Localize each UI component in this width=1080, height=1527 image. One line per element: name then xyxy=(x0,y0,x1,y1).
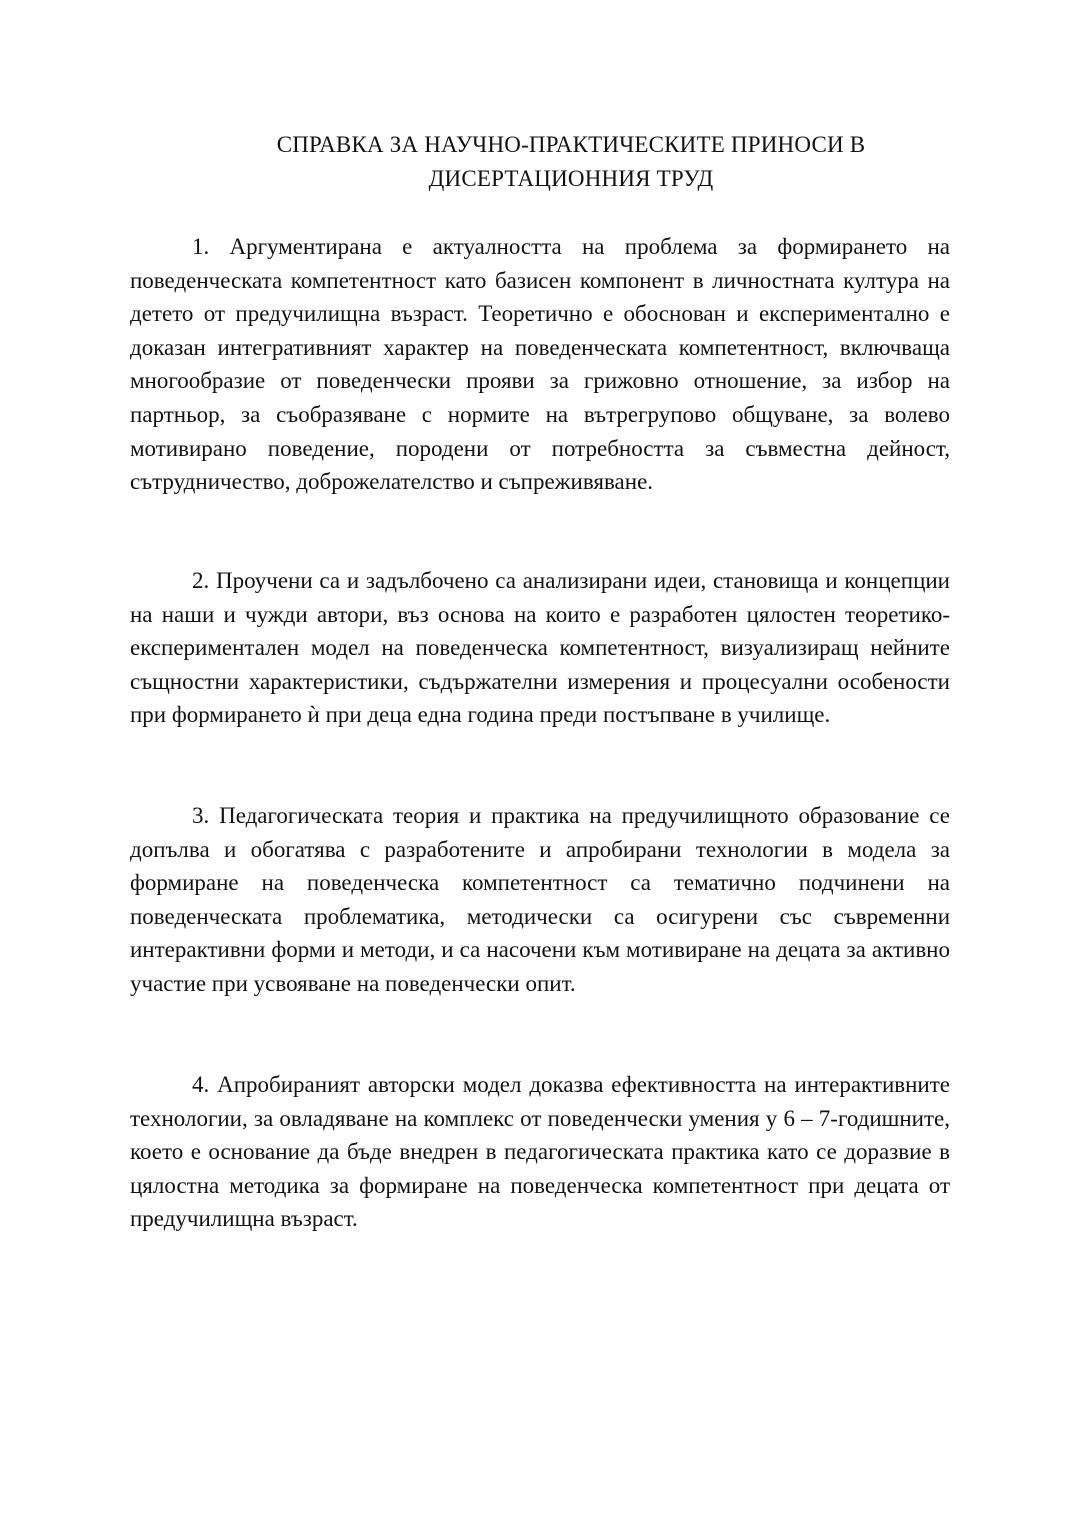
contribution-paragraph-3: 3. Педагогическата теория и практика на предучилищното образование се допълва и обогатява с разработените и апробирани технологии в модела за формиране на поведенческа компетентност са тематично подчинени на поведенческата проблематика, методически са осигурени със съвременни интерактивни форми и методи, и са насочени към мотивиране на децата за активно участие при усвояване на поведенчески опит. xyxy=(130,803,950,996)
title-line-1: СПРАВКА ЗА НАУЧНО-ПРАКТИЧЕСКИТЕ ПРИНОСИ В xyxy=(276,132,866,157)
contribution-paragraph-1: 1. Аргументирана е актуалността на проблема за формирането на поведенческата компетентност като базисен компонент в личностната култура на детето от предучилищна възраст. Теоретично е обоснован и експериментално е доказан интегративният характер на поведенческата компетентност, включваща многообразие от поведенчески прояви за грижовно отношение, за избор на партньор, за съобразяване с нормите на вътрегрупово общуване, за волево мотивирано поведение, породени от потребността за съвместна дейност, сътрудничество, доброжелателство и съпреживяване. xyxy=(130,234,950,495)
page-title xyxy=(130,128,950,196)
title-line-2: ДИСЕРТАЦИОННИЯ ТРУД xyxy=(428,166,714,191)
contribution-paragraph-2: 2. Проучени са и задълбочено са анализирани идеи, становища и концепции на наши и чужди автори, въз основа на които е разработен цялостен теоретико-експериментален модел на поведенческа компетентност, визуализиращ нейните същностни характеристики, съдържателни измерения и процесуални особености при формирането ѝ при деца една година преди постъпване в училище. xyxy=(130,568,950,728)
contribution-paragraph-4: 4. Апробираният авторски модел доказва ефективността на интерактивните технологии, за овладяване на комплекс от поведенчески умения у 6 – 7-годишните, което е основание да бъде внедрен в педагогическата практика като се доразвие в цялостна методика за формиране на поведенческа компетентност при децата от предучилищна възраст. xyxy=(130,1072,950,1232)
